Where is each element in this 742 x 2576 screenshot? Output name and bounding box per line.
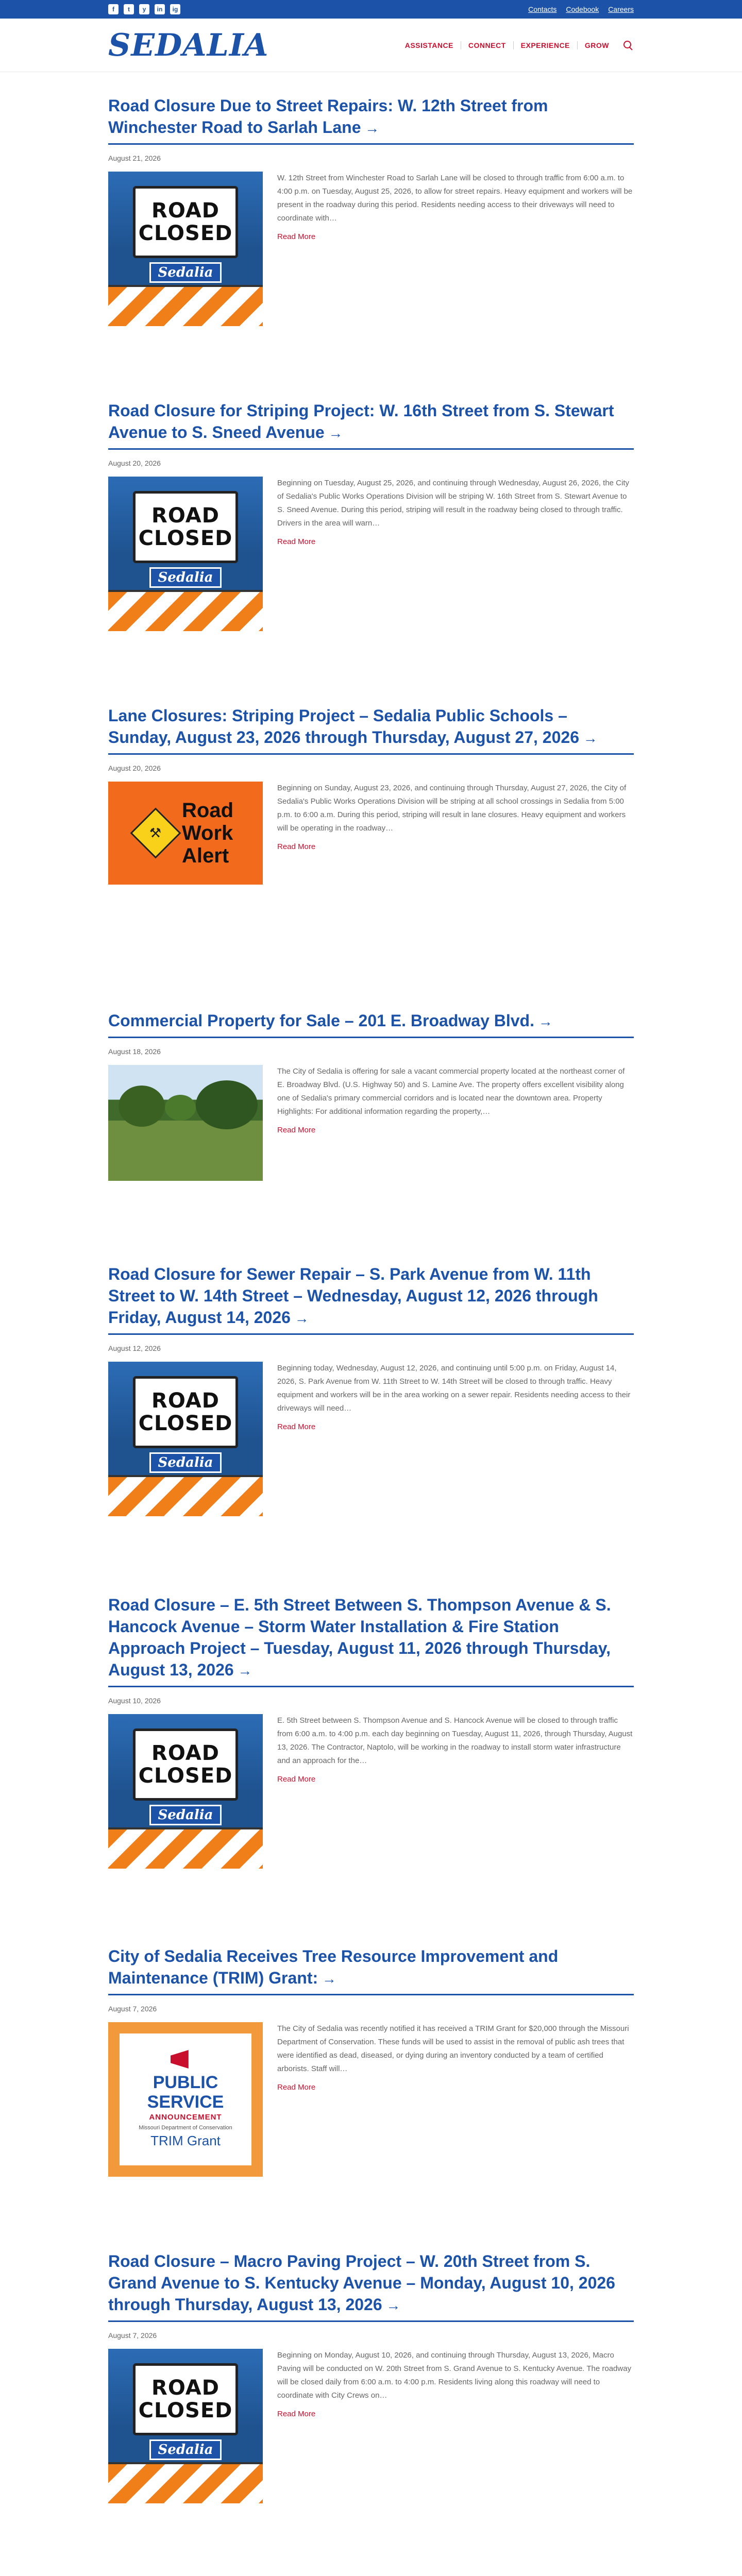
post-date: August 7, 2026 xyxy=(108,2331,157,2340)
search-icon[interactable] xyxy=(622,40,634,51)
post-excerpt: Beginning on Tuesday, August 25, 2026, and continuing through Wednesday, August 26, 2026, the City of Sedalia's Public Works Operations Division will be striping W. 16th Street from S. Stewart Avenue to S. Sneed Avenue. During this period, striping will result in the roadway being closed to through traffic. Drivers in the area will warn… Read More xyxy=(277,477,634,631)
post-title: Lane Closures: Striping Project – Sedalia Public Schools – Sunday, August 23, 2026 through Thursday, August 27, 2026 xyxy=(108,706,579,747)
sedalia-brand-mark: Sedalia xyxy=(149,2439,222,2460)
post-item xyxy=(108,2250,634,2576)
post-excerpt: Beginning on Monday, August 10, 2026, and continuing through Thursday, August 13, 2026, Macro Paving will be conducted on W. 20th Street from S. Grand Avenue to S. Kentucky Avenue. The roadway will be closed daily from 6:00 a.m. to 4:00 p.m. Residents living along this roadway will need to coordinate with City Crews on… Read More xyxy=(277,2349,634,2503)
nav-experience[interactable]: EXPERIENCE xyxy=(514,41,578,49)
post-item xyxy=(108,1594,634,1945)
read-more-link[interactable]: Read More xyxy=(277,1126,316,1134)
post-title: Commercial Property for Sale – 201 E. Broadway Blvd. xyxy=(108,1011,534,1030)
post-date: August 18, 2026 xyxy=(108,1047,161,1056)
striped-barrier xyxy=(108,1475,263,1516)
nav-connect[interactable]: CONNECT xyxy=(461,41,514,49)
post-date: August 21, 2026 xyxy=(108,154,161,162)
twitter-icon[interactable]: t xyxy=(124,4,134,14)
post-date: August 20, 2026 xyxy=(108,764,161,772)
post-item xyxy=(108,705,634,1010)
post-item xyxy=(108,95,634,400)
arrow-right-icon: → xyxy=(318,1971,336,1987)
public-service-announcement-thumbnail[interactable] xyxy=(108,2022,263,2177)
youtube-icon[interactable]: y xyxy=(139,4,149,14)
arrow-right-icon: → xyxy=(579,730,598,746)
road-closed-thumbnail[interactable] xyxy=(108,1714,263,1869)
post-title: Road Closure for Striping Project: W. 16th Street from S. Stewart Avenue to S. Sneed Avenue xyxy=(108,401,614,442)
post-item xyxy=(108,400,634,705)
striped-barrier xyxy=(108,2462,263,2503)
property-photo-thumbnail[interactable] xyxy=(108,1065,263,1181)
read-more-link[interactable]: Read More xyxy=(277,537,316,546)
arrow-right-icon: → xyxy=(290,1310,309,1326)
sedalia-brand-mark: Sedalia xyxy=(149,1805,222,1825)
read-more-link[interactable]: Read More xyxy=(277,232,316,241)
striped-barrier xyxy=(108,1827,263,1869)
road-closed-thumbnail[interactable] xyxy=(108,477,263,631)
post-body xyxy=(108,782,634,885)
construction-worker-icon: ⚒ xyxy=(130,808,181,859)
post-excerpt: The City of Sedalia is offering for sale a vacant commercial property located at the northeast corner of E. Broadway Blvd. (U.S. Highway 50) and S. Lamine Ave. The property offers excellent visibility along one of Sedalia's primary commercial corridors and is located near the downtown area. Property Highlights: For additional information regarding the property,… Read More xyxy=(277,1065,634,1181)
post-excerpt: Beginning today, Wednesday, August 12, 2026, and continuing until 5:00 p.m. on Friday, August 14, 2026, S. Park Avenue from W. 11th Street to W. 14th Street will be closed to through traffic. Heavy equipment and workers will be in the area working on a sewer repair. Residents needing access to their driveways will need… Read More xyxy=(277,1362,634,1516)
post-date: August 7, 2026 xyxy=(108,2005,157,2013)
facebook-icon[interactable]: f xyxy=(108,4,119,14)
post-body xyxy=(108,1714,634,1869)
careers-link[interactable]: Careers xyxy=(608,5,634,13)
main-nav xyxy=(398,40,634,51)
road-closed-sign: ROAD CLOSED xyxy=(133,1376,238,1448)
striped-barrier xyxy=(108,285,263,326)
read-more-link[interactable]: Read More xyxy=(277,1422,316,1431)
arrow-right-icon: → xyxy=(233,1663,252,1679)
contacts-link[interactable]: Contacts xyxy=(528,5,557,13)
post-date: August 20, 2026 xyxy=(108,459,161,467)
post-list xyxy=(108,72,634,2576)
road-closed-sign: ROAD CLOSED xyxy=(133,186,238,258)
post-title: Road Closure – E. 5th Street Between S. Thompson Avenue & S. Hancock Avenue – Storm Water Installation & Fire Station Approach Project – Tuesday, August 11, 2026 through Thursday, August 13, 2026 xyxy=(108,1596,611,1679)
post-title-link[interactable] xyxy=(108,400,634,450)
post-excerpt: E. 5th Street between S. Thompson Avenue and S. Hancock Avenue will be closed to through traffic from 6:00 a.m. to 4:00 p.m. each day beginning on Tuesday, August 11, 2026, through Thursday, August 13, 2026. The Contractor, Naptolo, will be working in the roadway to install storm water infrastructure and an approach for the… Read More xyxy=(277,1714,634,1869)
arrow-right-icon: → xyxy=(324,425,343,441)
post-body xyxy=(108,2022,634,2177)
read-more-link[interactable]: Read More xyxy=(277,1775,316,1784)
road-closed-sign: ROAD CLOSED xyxy=(133,491,238,563)
nav-assistance[interactable]: ASSISTANCE xyxy=(398,41,461,49)
read-more-link[interactable]: Read More xyxy=(277,842,316,851)
post-date: August 12, 2026 xyxy=(108,1344,161,1352)
road-work-alert-thumbnail[interactable] xyxy=(108,782,263,885)
post-title: Road Closure – Macro Paving Project – W. 20th Street from S. Grand Avenue to S. Kentucky Avenue – Monday, August 10, 2026 through Thursday, August 13, 2026 xyxy=(108,2252,615,2314)
site-header xyxy=(0,19,742,72)
road-closed-thumbnail[interactable] xyxy=(108,172,263,326)
arrow-right-icon: → xyxy=(361,120,380,136)
post-title-link[interactable] xyxy=(108,1594,634,1687)
psa-card: PUBLIC SERVICE ANNOUNCEMENT Missouri Department of Conservation TRIM Grant xyxy=(120,2033,251,2165)
road-closed-sign: ROAD CLOSED xyxy=(133,1728,238,1801)
post-item xyxy=(108,1263,634,1594)
read-more-link[interactable]: Read More xyxy=(277,2083,316,2092)
sedalia-brand-mark: Sedalia xyxy=(149,567,222,588)
megaphone-icon xyxy=(171,2050,200,2069)
post-title: Road Closure Due to Street Repairs: W. 12th Street from Winchester Road to Sarlah Lane xyxy=(108,96,548,137)
post-excerpt: W. 12th Street from Winchester Road to Sarlah Lane will be closed to through traffic from 6:00 a.m. to 4:00 p.m. on Tuesday, August 25, 2026, to allow for street repairs. Heavy equipment and workers will be present in the roadway during this period. Residents needing access to their driveways will need to coordinate with… Read More xyxy=(277,172,634,326)
instagram-icon[interactable]: ig xyxy=(170,4,180,14)
post-item xyxy=(108,1945,634,2250)
post-date: August 10, 2026 xyxy=(108,1697,161,1705)
post-body xyxy=(108,477,634,631)
linkedin-icon[interactable]: in xyxy=(155,4,165,14)
road-closed-thumbnail[interactable] xyxy=(108,2349,263,2503)
post-title-link[interactable] xyxy=(108,705,634,755)
read-more-link[interactable]: Read More xyxy=(277,2410,316,2418)
post-title-link[interactable] xyxy=(108,1263,634,1335)
road-closed-sign: ROAD CLOSED xyxy=(133,2363,238,2435)
nav-grow[interactable]: GROW xyxy=(584,41,609,49)
post-title-link[interactable] xyxy=(108,1945,634,1995)
post-title: City of Sedalia Receives Tree Resource Improvement and Maintenance (TRIM) Grant: xyxy=(108,1947,559,1987)
social-links xyxy=(108,4,180,14)
road-closed-thumbnail[interactable] xyxy=(108,1362,263,1516)
post-title-link[interactable] xyxy=(108,2250,634,2322)
codebook-link[interactable]: Codebook xyxy=(566,5,599,13)
post-title: Road Closure for Sewer Repair – S. Park Avenue from W. 11th Street to W. 14th Street – Wednesday, August 12, 2026 through Friday, August 14, 2026 xyxy=(108,1265,598,1327)
post-title-link[interactable] xyxy=(108,95,634,145)
sedalia-brand-mark: Sedalia xyxy=(149,1452,222,1473)
arrow-right-icon: → xyxy=(382,2297,401,2313)
striped-barrier xyxy=(108,590,263,631)
post-body xyxy=(108,2349,634,2503)
site-logo[interactable]: SEDALIA xyxy=(108,27,269,63)
post-excerpt: The City of Sedalia was recently notified it has received a TRIM Grant for $20,000 through the Missouri Department of Conservation. These funds will be used to assist in the removal of public ash trees that were identified as dead, diseased, or dying during an inventory conducted by a team of certified arborists. Staff will… Read More xyxy=(277,2022,634,2177)
road-work-alert-text: Road Work Alert xyxy=(182,799,233,867)
post-body xyxy=(108,1362,634,1516)
post-body xyxy=(108,1065,634,1181)
sedalia-brand-mark: Sedalia xyxy=(149,262,222,283)
post-title-link[interactable] xyxy=(108,1010,634,1038)
post-body xyxy=(108,172,634,326)
arrow-right-icon: → xyxy=(534,1013,553,1029)
top-utility-bar xyxy=(0,0,742,19)
utility-links xyxy=(528,5,634,13)
post-item xyxy=(108,1010,634,1263)
post-excerpt: Beginning on Sunday, August 23, 2026, and continuing through Thursday, August 27, 2026, the City of Sedalia's Public Works Operations Division will be striping at all school crossings in Sedalia from 5:00 p.m. to 6:00 a.m. During this period, striping will result in lane closures. Heavy equipment and workers will be operating in the roadway… Read More xyxy=(277,782,634,885)
